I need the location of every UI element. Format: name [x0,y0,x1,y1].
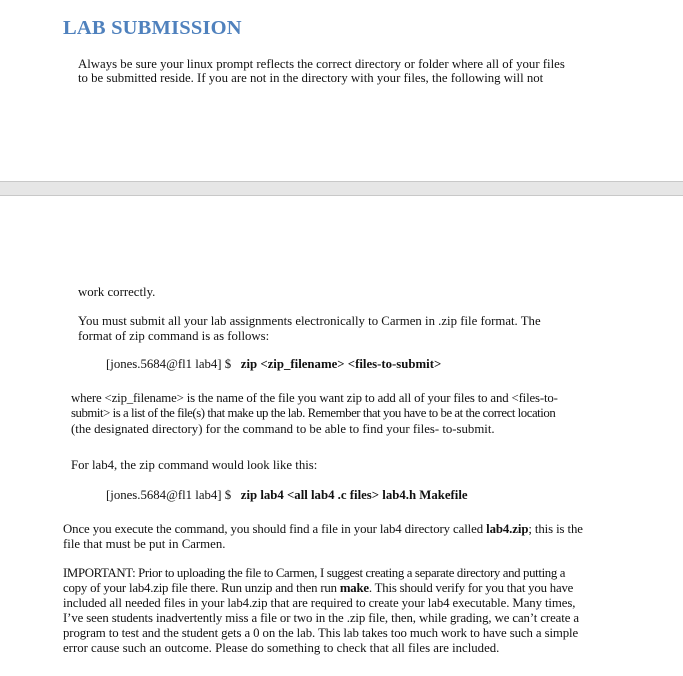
must-submit-line-2: format of zip command is as follows: [78,329,270,343]
where-line-2: submit> is a list of the file(s) that make up the lab. Remember that you have to be at the correct location [71,406,556,420]
important-line-1: IMPORTANT: Prior to uploading the file to Carmen, I suggest creating a separate directory and putting a [63,566,566,580]
important-line-5: program to test and the student gets a 0 on the lab. This lab takes too much work to have such a simple [63,626,579,640]
generic-zip-command: zip <zip_filename> <files-to-submit> [240,357,442,371]
shell-prompt: [jones.5684@fl1 lab4] $ [106,488,232,502]
document-page-bottom [0,196,683,676]
shell-prompt: [jones.5684@fl1 lab4] $ [106,357,232,371]
lab4-command-line [106,488,468,503]
once-line-2: file that must be put in Carmen. [63,537,226,551]
lab4-zip-command: zip lab4 <all lab4 .c files> lab4.h Makefile [240,488,468,502]
important-line-3: included all needed files in your lab4.zip that are required to create your lab4 executable. Many times, [63,596,576,610]
for-lab4-text: For lab4, the zip command would look like this: [71,458,318,472]
where-line-3: (the designated directory) for the command to be able to find your files- to-submit. [71,422,495,436]
zip-filename: lab4.zip [486,522,529,536]
page-break-gap [0,181,683,196]
section-heading: LAB SUBMISSION [63,17,242,39]
continued-text: work correctly. [78,285,156,299]
where-line-1: where <zip_filename> is the name of the file you want zip to add all of your files to and <files-to- [71,391,558,405]
important-line-4: I’ve seen students inadvertently miss a file or two in the .zip file, then, while grading, we can’t create a [63,611,579,625]
once-line-1: Once you execute the command, you should find a file in your lab4 directory called lab4.zip; this is the [63,522,583,536]
make-command: make [339,581,369,595]
must-submit-line-1: You must submit all your lab assignments electronically to Carmen in .zip file format. The [78,314,541,328]
generic-command-line [106,357,441,372]
important-line-2: copy of your lab4.zip file there. Run unzip and then run make. This should verify for you that you have [63,581,574,595]
intro-line-2: to be submitted reside. If you are not in the directory with your files, the following will not [78,71,544,85]
important-line-6: error cause such an outcome. Please do something to check that all files are included. [63,641,500,655]
document-page-top [0,0,683,181]
intro-line-1: Always be sure your linux prompt reflects the correct directory or folder where all of your files [78,57,565,71]
